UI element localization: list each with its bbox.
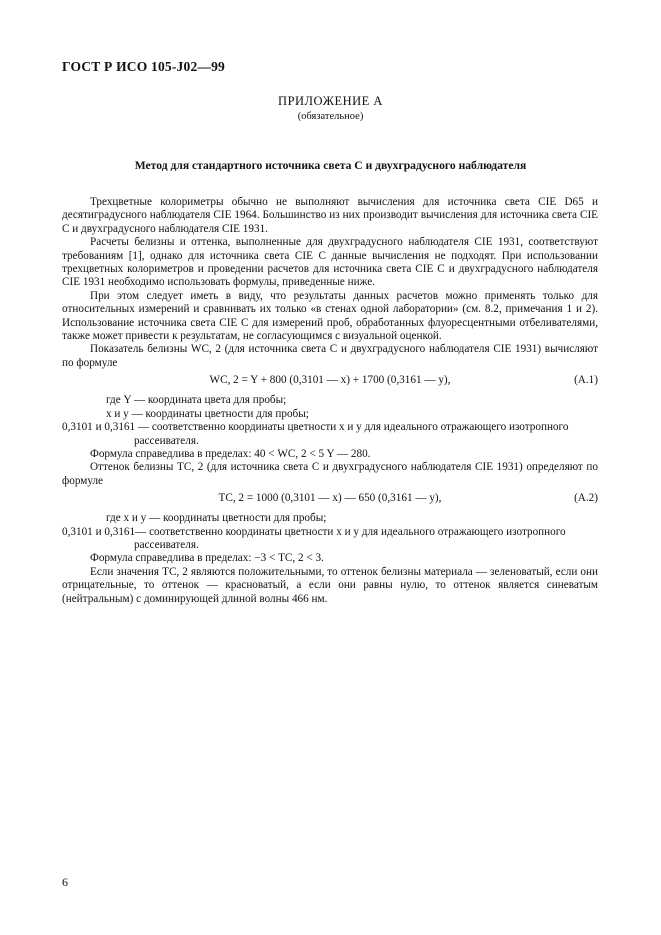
definition-xy-2: где x и y — координаты цветности для пробы;	[106, 512, 327, 525]
formula-a2	[62, 488, 598, 512]
formula-a2-expression: TC, 2 = 1000 (0,3101 — x) — 650 (0,3161 — y),	[218, 492, 442, 505]
formula-a1	[62, 370, 598, 394]
appendix-title: ПРИЛОЖЕНИЕ А	[278, 94, 383, 108]
definition-y: где Y — координата цвета для пробы;	[106, 394, 287, 407]
paragraph-6: Оттенок белизны TC, 2 (для источника света С и двухградусного наблюдателя CIE 1931) определяют по формуле	[62, 461, 598, 487]
page-number: 6	[62, 875, 68, 889]
appendix-subtitle: (обязательное)	[297, 111, 364, 122]
body-text	[62, 196, 598, 606]
paragraph-8: Если значения TC, 2 являются положительными, то оттенок белизны материала — зеленоватый, если они отрицательные, то оттенок — красноватый, а если они равны нулю, то оттенок является синеватым (нейтральным) с доминирующей длиной волны 466 нм.	[62, 565, 598, 605]
paragraph-1: Трехцветные колориметры обычно не выполняют вычисления для источника света CIE D65 и десятиградусного наблюдателя CIE 1964. Большинство из них производит вычисления для источника света CIE С и двухградусного наблюдателя CIE 1931.	[62, 196, 598, 235]
section-title: Метод для стандартного источника света С и двухградусного наблюдателя	[134, 159, 527, 172]
paragraph-3: При этом следует иметь в виду, что результаты данных расчетов можно применять только для относительных измерений и сравнивать их только «в стенах одной лаборатории» (см. 8.2, примечания 1 и 2). Использование источника света CIE С для измерений проб, обработанных флуоресцентными отбеливателями, также может привести к результатам, не согласующимся с визуальной оценкой.	[62, 289, 598, 343]
paragraph-5: Формула справедлива в пределах: 40 < WC, 2 < 5 Y — 280.	[90, 447, 371, 460]
document-header: ГОСТ Р ИСО 105-J02—99	[62, 59, 225, 74]
paragraph-2: Расчеты белизны и оттенка, выполненные для двухградусного наблюдателя CIE 1931, соответствуют требованиям [1], однако для источника света CIE С данные вычисления не подходят. При использовании трехцветных колориметров и проведении расчетов для источника света CIE С и двухградусного наблюдателя CIE 1931 необходимо использовать формулы, приведенные ниже.	[62, 236, 598, 289]
paragraph-4: Показатель белизны WC, 2 (для источника света С и двухградусного наблюдателя CIE 1931) вычисляют по формуле	[62, 343, 598, 369]
formula-a1-expression: WC, 2 = Y + 800 (0,3101 — x) + 1700 (0,3161 — y),	[209, 374, 451, 387]
definition-xy: x и y — координаты цветности для пробы;	[106, 407, 309, 420]
formula-a1-number: (А.1)	[574, 374, 598, 387]
definition-constants: 0,3101 и 0,3161 — соответственно координаты цветности x и y для идеального отражающего изотропного рассеивателя.	[62, 421, 569, 447]
paragraph-7: Формула справедлива в пределах: −3 < TC, 2 < 3.	[90, 552, 324, 565]
formula-a2-number: (А.2)	[574, 492, 598, 505]
definition-constants-2: 0,3101 и 0,3161— соответственно координаты цветности x и y для идеального отражающего изотропного рассеивателя.	[62, 525, 566, 551]
